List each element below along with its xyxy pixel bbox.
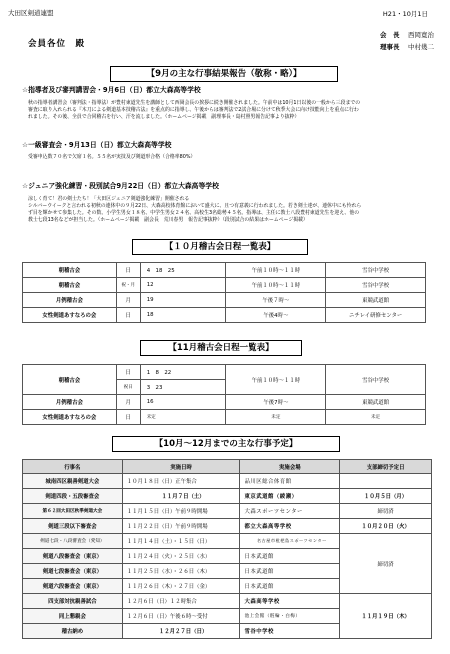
october-schedule-title: 【１０月稽古会日程一覧表】 [132,239,308,255]
deadline: １１月１９日（木） [340,594,432,639]
october-schedule-table [22,262,426,323]
section-body [28,154,438,161]
section-body [28,196,438,224]
signatory-role: 会 長 [380,31,400,39]
dates: 未定 [140,410,226,425]
november-schedule-table [22,364,426,425]
weekday: 祝・月 [116,278,140,293]
table-row [23,410,426,425]
event-name: 月例稽古会 [23,395,117,410]
place: 雪谷中学校 [326,263,426,278]
event-name: 四支部対抗親善試合 [23,594,123,609]
event-name: 剣道八段審査会（東京） [23,549,123,564]
event-date: １１月１５日（日）午前９時開場 [122,504,240,519]
table-row [23,489,432,504]
event-name: 第６２回大田区秋季剣道大会 [23,504,123,519]
event-name: 稽古納め [23,624,123,639]
event-venue: 日本武道館 [240,579,340,594]
event-venue: 名古屋市枇杷島スポーツセンター [240,534,340,549]
weekday: 日 [116,410,140,425]
table-row [23,534,432,549]
november-schedule-title: 【11月稽古会日程一覧表】 [140,340,302,356]
time: 午前１０時〜１１時 [226,263,326,278]
signatory-president [380,30,434,39]
dates: 1 8 22 [140,365,226,380]
event-date: １２月６日（日）午後６時〜受付 [122,609,240,624]
event-venue: 日本武道館 [240,564,340,579]
event-date: １１月１４日（土）・１５日（日） [122,534,240,549]
body-line: 受審申込数７０名で欠席１名。５５名が実技及び剣道形合格（合格率80%） [28,154,196,160]
section-body [28,100,438,121]
event-date: １１月２４日（火）・２５日（水） [122,549,240,564]
dates: 18 [140,308,226,323]
signatory-role: 理事長 [380,43,400,51]
event-name: 剣道四段・五段審査会 [23,489,123,504]
table-row [23,395,426,410]
table-row [23,594,432,609]
weekday: 月 [116,293,140,308]
event-venue: 大森スポーツセンター [240,504,340,519]
section-title: ☆ジュニア強化練習・段別試合9月22日（日）都立大森高等学校 [22,182,219,190]
column-header: 実施会場 [240,460,340,474]
place: 東競武道館 [326,395,426,410]
event-venue: 大森高等学校 [240,594,340,609]
table-row [23,504,432,519]
time: 未定 [226,410,326,425]
deadline: 締切済 [340,504,432,519]
column-header: 実施日時 [122,460,240,474]
event-date: １１月２２日（日）午前９時開場 [122,519,240,534]
table-row [23,278,426,293]
dates: 3 23 [140,380,226,395]
event-venue: 品川区総合体育館 [240,474,340,489]
dates: 19 [140,293,226,308]
table-row [23,263,426,278]
event-venue: 池上会館（粧輪・白梅） [240,609,340,624]
weekday: 日 [116,263,140,278]
event-name: 剣道六段審査会（東京） [23,579,123,594]
event-date: １０月１８日（日）正午集合 [122,474,240,489]
event-name: 剣道七段・八段審査会（愛知） [23,534,123,549]
event-date: １１月７日（土） [122,489,240,504]
dates: 4 18 25 [140,263,226,278]
time: 午後７時〜 [226,293,326,308]
report-title: 【9月の主な行事結果報告（敬称・略）】 [110,66,338,82]
time: 午前１０時〜１１時 [226,365,326,395]
event-name: 女性剣道あすなろの会 [23,410,117,425]
event-venue: 日本武道館 [240,549,340,564]
time: 午前１０時〜１１時 [226,278,326,293]
body-line: れました。その後、全員で合同稽古を行い、汗を流しました。（ホームページ掲載 副理事長・島村照男報告記事より抜粋） [28,114,300,120]
event-venue: 都立大森高等学校 [240,519,340,534]
table-row [23,474,432,489]
body-line: ず目を輝かせて参集した。その数、小学生男女１８名、中学生男女２４名、高校生3名総勢４５名。指導は、主任に教士八段豊村東道先生を迎え、他の [28,210,360,216]
addressee: 会員各位 殿 [28,39,86,49]
body-line: 涼しく育て！君の剣士たち！「大田区ジュニア剣道強化練習」開催される [28,196,190,202]
signatory-name: 西岡寛治 [408,31,434,39]
table-row [23,365,426,380]
column-header: 行事名 [23,460,123,474]
event-name: 朝稽古会 [23,263,117,278]
org-name: 大田区剣道連盟 [8,9,54,17]
event-date: １１月２５日（水）・２６日（木） [122,564,240,579]
event-name: 剣道七段審査会（東京） [23,564,123,579]
section-title: ☆指導者及び審判講習会・9月6日（日）都立大森高等学校 [22,86,201,94]
event-name: 剣道三段以下審査会 [23,519,123,534]
event-date: １２月６日（日）１２時集合 [122,594,240,609]
event-name: 城南四区親善剣道大会 [23,474,123,489]
place: 雪谷中学校 [326,278,426,293]
events-schedule-table [22,459,432,639]
deadline: １０月５日（月） [340,489,432,504]
weekday: 日 [116,365,140,380]
table-row [23,308,426,323]
section-title: ☆一級審査会・9月13日（日）都立大森高等学校 [22,141,172,149]
issue-date: H21・10月1日 [382,10,428,18]
body-line: 教士七段13名などが担当した。（ホームページ掲載 副会長 荒川春男 報告記事抜粋）（段別試合の結果はホームページ掲載） [28,217,308,223]
deadline: １０月２０日（火） [340,519,432,534]
body-line: シルバーウイークと言われる初秋の連休中の９月22日、大森高校体育館において盛大に、且つ有意義に行われました。若き剣士達が、連休中にも怜れら [28,203,362,209]
event-name: 朝稽古会 [23,278,117,293]
event-venue: 東京武道館（綾瀬） [240,489,340,504]
event-date: １１月２６日（木）・２７日（金） [122,579,240,594]
event-name: 同上懇親会 [23,609,123,624]
dates: 16 [140,395,226,410]
table-row [23,293,426,308]
place: 東競武道館 [326,293,426,308]
table-header-row [23,460,432,474]
place: 雪谷中学校 [326,365,426,395]
table-row [23,519,432,534]
deadline [340,474,432,489]
event-venue: 雪谷中学校 [240,624,340,639]
column-header: 支部締切予定日 [340,460,432,474]
dates: 12 [140,278,226,293]
event-name: 女性剣道あすなろの会 [23,308,117,323]
deadline: 締切済 [340,534,432,594]
event-name: 朝稽古会 [23,365,117,395]
signatory-name: 中村幾二 [408,43,434,51]
events-schedule-title: 【10月〜12月までの主な行事予定】 [112,436,340,452]
place: ニチレイ研修センター [326,308,426,323]
body-line: 秋の指導者講習会（審判法・指導法）が豊村東道先生を講師として西岡会長の挨拶に続き開催されました。午前中は10月1日以後の一般から三段までの [28,100,361,106]
place: 未定 [326,410,426,425]
time: 午後4時〜 [226,308,326,323]
weekday: 月 [116,395,140,410]
body-line: 審査に取り入れられる『木刀による剣道基本技稽古法』を重点的に指導し、午後からは審判法で2試合場に分けて秋季大会に向け技能向上を重点に行わ [28,107,359,113]
time: 午後7時〜 [226,395,326,410]
signatory-director [380,42,434,51]
weekday: 日 [116,308,140,323]
event-name: 月例稽古会 [23,293,117,308]
weekday: 祝日 [116,380,140,395]
event-date: １２月２７日（日） [122,624,240,639]
